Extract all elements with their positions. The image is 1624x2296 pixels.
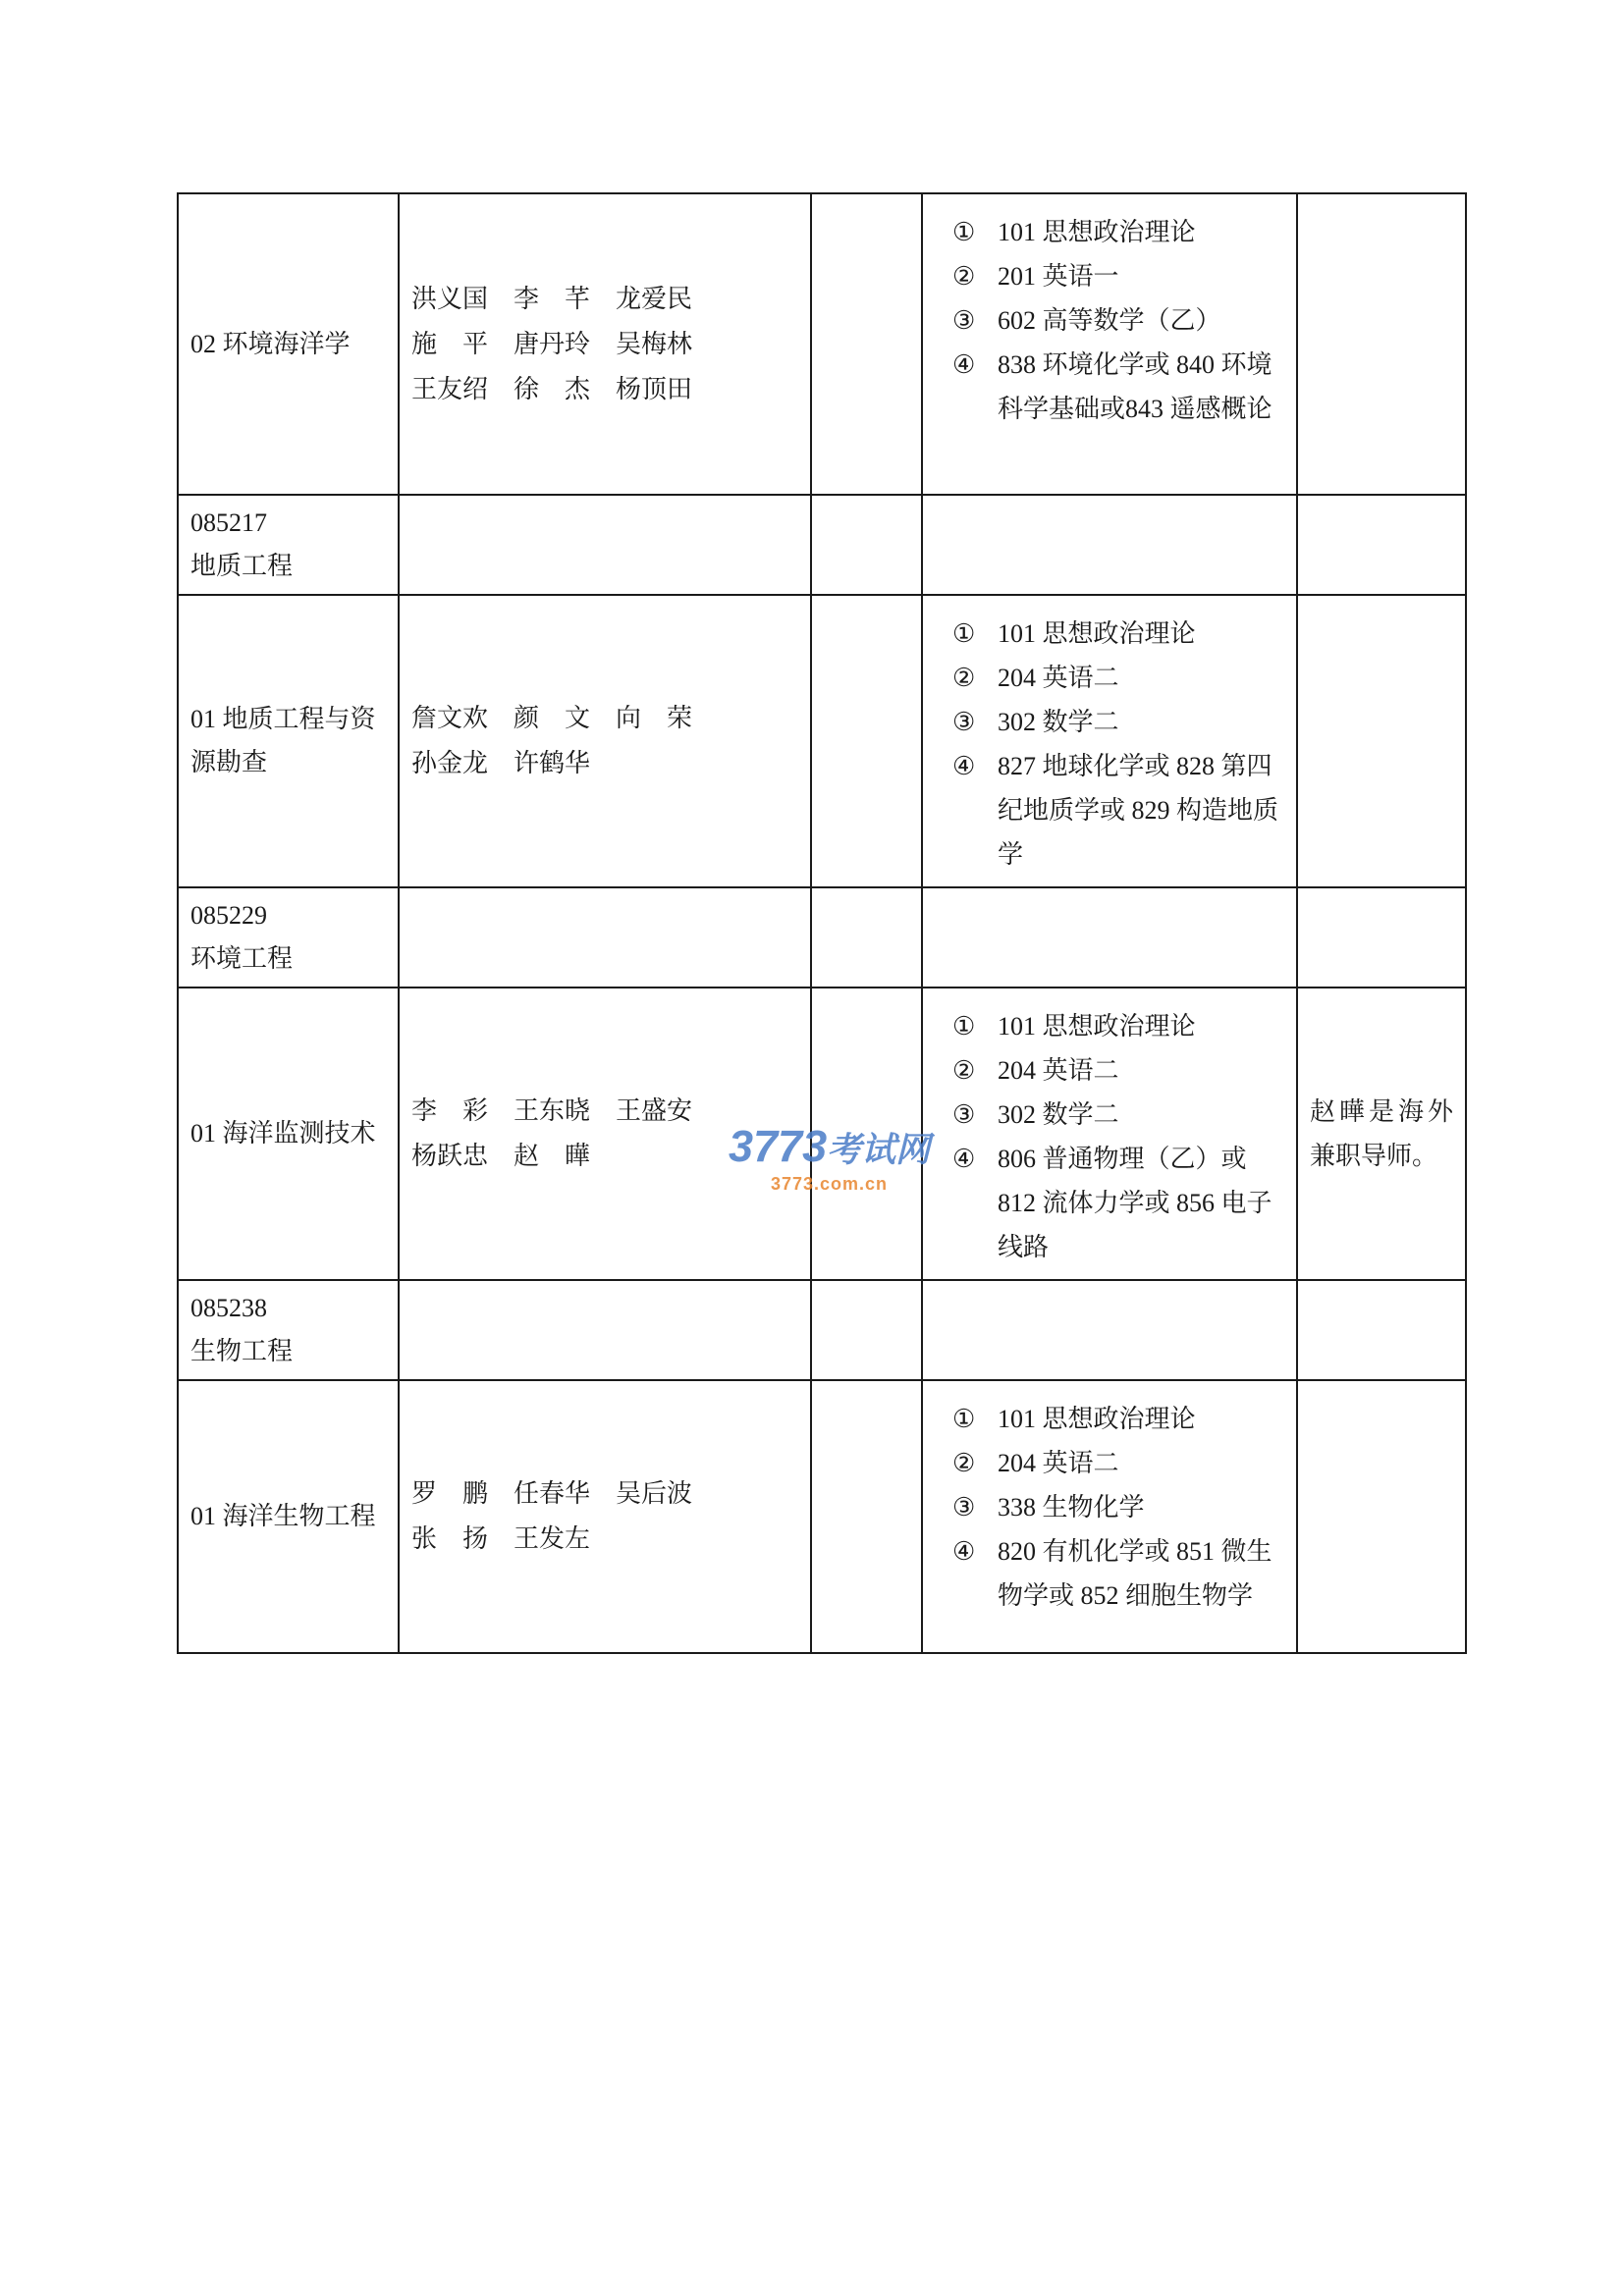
exam-number: ② [952,1449,976,1477]
program-cell [178,1380,399,1653]
exam-number: ③ [952,306,976,335]
section-title-cell [178,1280,399,1380]
note-cell [1297,988,1466,1280]
exam-item [952,1048,1288,1093]
advisor-line: 施 平 唐丹玲 吴梅林 [411,329,693,358]
spacer-cell [811,495,922,595]
exam-item [952,612,1288,656]
program-title: 01 海洋监测技术 [190,1119,376,1148]
exam-subjects-cell [922,1280,1297,1380]
exam-item [952,744,1288,877]
exam-subject: 338 生物化学 [998,1493,1145,1522]
section-header-row [178,1280,1466,1380]
exam-number: ④ [952,1537,976,1566]
spacer-cell [811,988,922,1280]
watermark-number: 3773 [729,1121,828,1171]
program-title: 02 环境海洋学 [190,329,351,358]
exam-number: ③ [952,1493,976,1522]
program-cell [178,988,399,1280]
exam-item [952,1441,1288,1485]
exam-item [952,1397,1288,1441]
exam-item [952,254,1288,298]
exam-subject: 204 英语二 [998,1449,1119,1477]
spacer-cell [811,1280,922,1380]
program-title: 01 地质工程与资源勘查 [190,705,376,776]
advisors-cell [399,595,811,887]
exam-subject: 838 环境化学或 840 环境科学基础或843 遥感概论 [998,350,1272,423]
watermark-brand-text: 考试网 [827,1131,931,1169]
exam-subject: 827 地球化学或 828 第四纪地质学或 829 构造地质学 [998,752,1279,869]
major-code: 085238 [190,1294,267,1322]
major-code: 085229 [190,901,267,930]
exam-subject: 101 思想政治理论 [998,1405,1196,1433]
note-cell [1297,1380,1466,1653]
major-code: 085217 [190,508,267,537]
exam-number: ④ [952,350,976,379]
major-name: 生物工程 [190,1337,294,1365]
exam-subjects-cell [922,887,1297,988]
exam-number: ③ [952,708,976,736]
advisor-line: 孙金龙 许鹤华 [411,749,591,777]
spacer-cell [811,193,922,495]
exam-subjects-cell [922,1380,1297,1653]
table-row [178,595,1466,887]
exam-subject: 602 高等数学（乙） [998,306,1221,335]
exam-number: ② [952,1056,976,1085]
major-name: 环境工程 [190,944,294,973]
table-row [178,193,1466,495]
exam-subject: 204 英语二 [998,664,1119,692]
exam-number: ① [952,1012,976,1041]
advisors-cell [399,495,811,595]
exam-subject: 101 思想政治理论 [998,619,1196,648]
exam-item [952,1529,1288,1618]
exam-subjects-cell [922,988,1297,1280]
exam-subjects-cell [922,595,1297,887]
exam-number: ④ [952,1145,976,1173]
spacer-cell [811,595,922,887]
table-row [178,988,1466,1280]
note-cell [1297,495,1466,595]
exam-subjects-cell [922,193,1297,495]
exam-item [952,700,1288,744]
exam-number: ③ [952,1100,976,1129]
exam-number: ① [952,619,976,648]
exam-item [952,1137,1288,1269]
exam-number: ① [952,218,976,246]
exam-item [952,1093,1288,1137]
exam-number: ④ [952,752,976,780]
admissions-catalog-table [177,192,1467,1654]
advisor-line: 洪义国 李 芊 龙爱民 [411,284,693,313]
section-title-cell [178,495,399,595]
exam-item [952,210,1288,254]
advisor-line: 杨跃忠 赵 曄 [411,1142,591,1170]
section-title-cell [178,887,399,988]
program-cell [178,595,399,887]
major-name: 地质工程 [190,552,294,580]
advisor-line: 詹文欢 颜 文 向 荣 [411,704,693,732]
exam-number: ② [952,664,976,692]
exam-subject: 204 英语二 [998,1056,1119,1085]
exam-subject: 201 英语一 [998,262,1119,291]
exam-subject: 302 数学二 [998,708,1119,736]
advisors-cell [399,193,811,495]
exam-number: ① [952,1405,976,1433]
note-cell [1297,1280,1466,1380]
advisors-cell [399,887,811,988]
program-title: 01 海洋生物工程 [190,1502,376,1530]
section-header-row [178,887,1466,988]
exam-subjects-cell [922,495,1297,595]
program-cell [178,193,399,495]
advisors-cell [399,1280,811,1380]
advisor-line: 王友绍 徐 杰 杨顶田 [411,374,693,403]
spacer-cell [811,1380,922,1653]
note-cell [1297,887,1466,988]
exam-subject: 806 普通物理（乙）或 812 流体力学或 856 电子线路 [998,1145,1272,1261]
section-header-row [178,495,1466,595]
exam-item [952,343,1288,431]
exam-subject: 820 有机化学或 851 微生物学或 852 细胞生物学 [998,1537,1272,1610]
watermark-url: 3773.com.cn [770,1174,889,1194]
exam-number: ② [952,262,976,291]
spacer-cell [811,887,922,988]
advisor-line: 张 扬 王发左 [411,1524,591,1553]
advisors-cell [399,1380,811,1653]
note-cell [1297,595,1466,887]
advisor-line: 李 彩 王东晓 王盛安 [411,1096,693,1125]
exam-item [952,1485,1288,1529]
table-row [178,1380,1466,1653]
advisors-cell [399,988,811,1280]
note-cell [1297,193,1466,495]
exam-subject: 101 思想政治理论 [998,1012,1196,1041]
exam-item [952,298,1288,343]
exam-item [952,656,1288,700]
advisor-line: 罗 鹏 任春华 吴后波 [411,1479,693,1508]
exam-subject: 302 数学二 [998,1100,1119,1129]
exam-item [952,1004,1288,1048]
note-text: 赵曄是海外兼职导师。 [1310,1097,1453,1170]
exam-subject: 101 思想政治理论 [998,218,1196,246]
